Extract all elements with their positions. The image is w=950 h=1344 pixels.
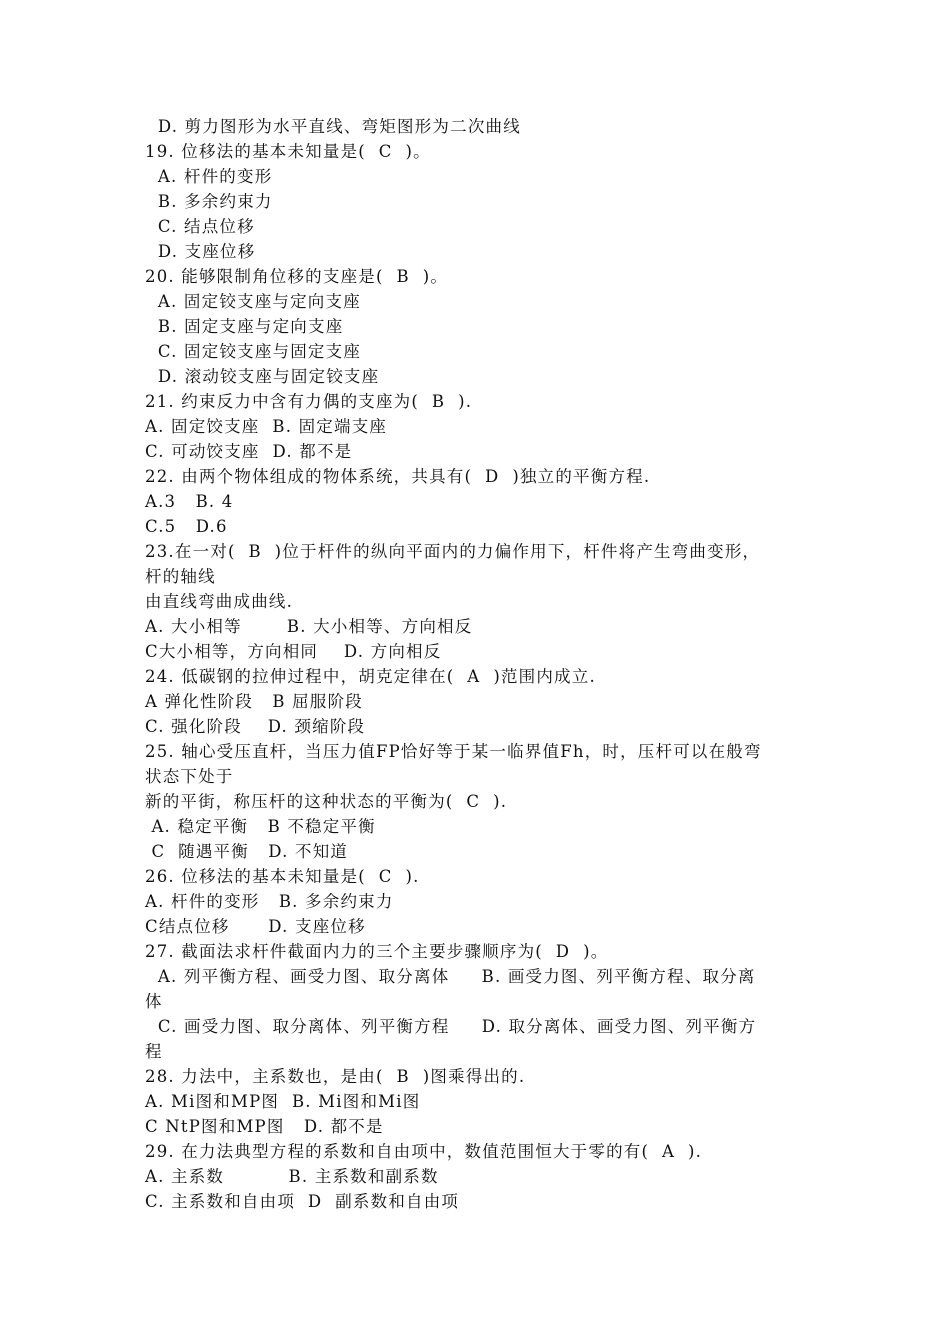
text-line: 21. 约束反力中含有力偶的支座为( B ).: [145, 392, 473, 411]
text-line: C. 主系数和自由项 D 副系数和自由项: [145, 1192, 460, 1211]
text-line: C NtP图和MP图 D. 都不是: [145, 1117, 384, 1136]
text-line: 23.在一对( B )位于杆件的纵向平面内的力偏作用下，杆件将产生弯曲变形，: [145, 542, 761, 561]
text-line: C. 可动饺支座 D. 都不是: [145, 442, 353, 461]
text-line: 27. 截面法求杆件截面内力的三个主要步骤顺序为( D )。: [145, 942, 609, 961]
text-line: C. 强化阶段 D. 颈缩阶段: [145, 717, 366, 736]
text-line: A. 固定铰支座与定向支座: [145, 292, 361, 311]
text-line: C结点位移 D. 支座位移: [145, 917, 366, 936]
text-line: A. 稳定平衡 B 不稳定平衡: [145, 817, 376, 836]
text-line: A. 主系数 B. 主系数和副系数: [145, 1167, 439, 1186]
text-line: D. 剪力图形为水平直线、弯矩图形为二次曲线: [145, 117, 521, 136]
text-line: 状态下处于: [145, 767, 234, 786]
text-line: 22. 由两个物体组成的物体系统，共具有( D )独立的平衡方程.: [145, 467, 651, 486]
text-line: A. 固定饺支座 B. 固定端支座: [145, 417, 388, 436]
text-line: 体: [145, 992, 163, 1011]
text-line: A 弹化性阶段 B 屈服阶段: [145, 692, 363, 711]
text-line: 25. 轴心受压直杆，当压力值FP恰好等于某一临界值Fh，时，压杆可以在般弯: [145, 742, 762, 761]
text-line: C.5 D.6: [145, 517, 228, 536]
text-line: C. 画受力图、取分离体、列平衡方程 D. 取分离体、画受力图、列平衡方: [145, 1017, 757, 1036]
text-line: 26. 位移法的基本未知量是( C ).: [145, 867, 420, 886]
text-line: A. 杆件的变形: [145, 167, 273, 186]
text-line: A. 大小相等 B. 大小相等、方向相反: [145, 617, 473, 636]
text-line: 19. 位移法的基本未知量是( C )。: [145, 142, 431, 161]
text-line: C. 结点位移: [145, 217, 255, 236]
text-line: 24. 低碳钢的拉伸过程中，胡克定律在( A )范围内成立.: [145, 667, 596, 686]
text-line: D. 滚动铰支座与固定铰支座: [145, 367, 380, 386]
text-line: 20. 能够限制角位移的支座是( B )。: [145, 267, 449, 286]
text-line: 29. 在力法典型方程的系数和自由项中，数值范围恒大于零的有( A ).: [145, 1142, 703, 1161]
text-line: 新的平街，称压杆的这种状态的平衡为( C ).: [145, 792, 508, 811]
text-line: A. 列平衡方程、画受力图、取分离体 B. 画受力图、列平衡方程、取分离: [145, 967, 756, 986]
text-line: B. 固定支座与定向支座: [145, 317, 344, 336]
text-line: A.3 B. 4: [145, 492, 234, 511]
text-line: 程: [145, 1042, 163, 1061]
text-line: C大小相等，方向相同 D. 方向相反: [145, 642, 442, 661]
text-line: 杆的轴线: [145, 567, 216, 586]
text-line: C. 固定铰支座与固定支座: [145, 342, 362, 361]
question-text-block: [145, 114, 825, 1214]
text-line: A. 杆件的变形 B. 多余约束力: [145, 892, 394, 911]
text-line: A. Mi图和MP图 B. Mi图和Mi图: [145, 1092, 421, 1111]
text-line: 由直线弯曲成曲线.: [145, 592, 294, 611]
text-line: D. 支座位移: [145, 242, 256, 261]
text-line: C 随遇平衡 D. 不知道: [145, 842, 349, 861]
text-line: 28. 力法中，主系数也，是由( B )图乘得出的.: [145, 1067, 526, 1086]
text-line: B. 多余约束力: [145, 192, 273, 211]
